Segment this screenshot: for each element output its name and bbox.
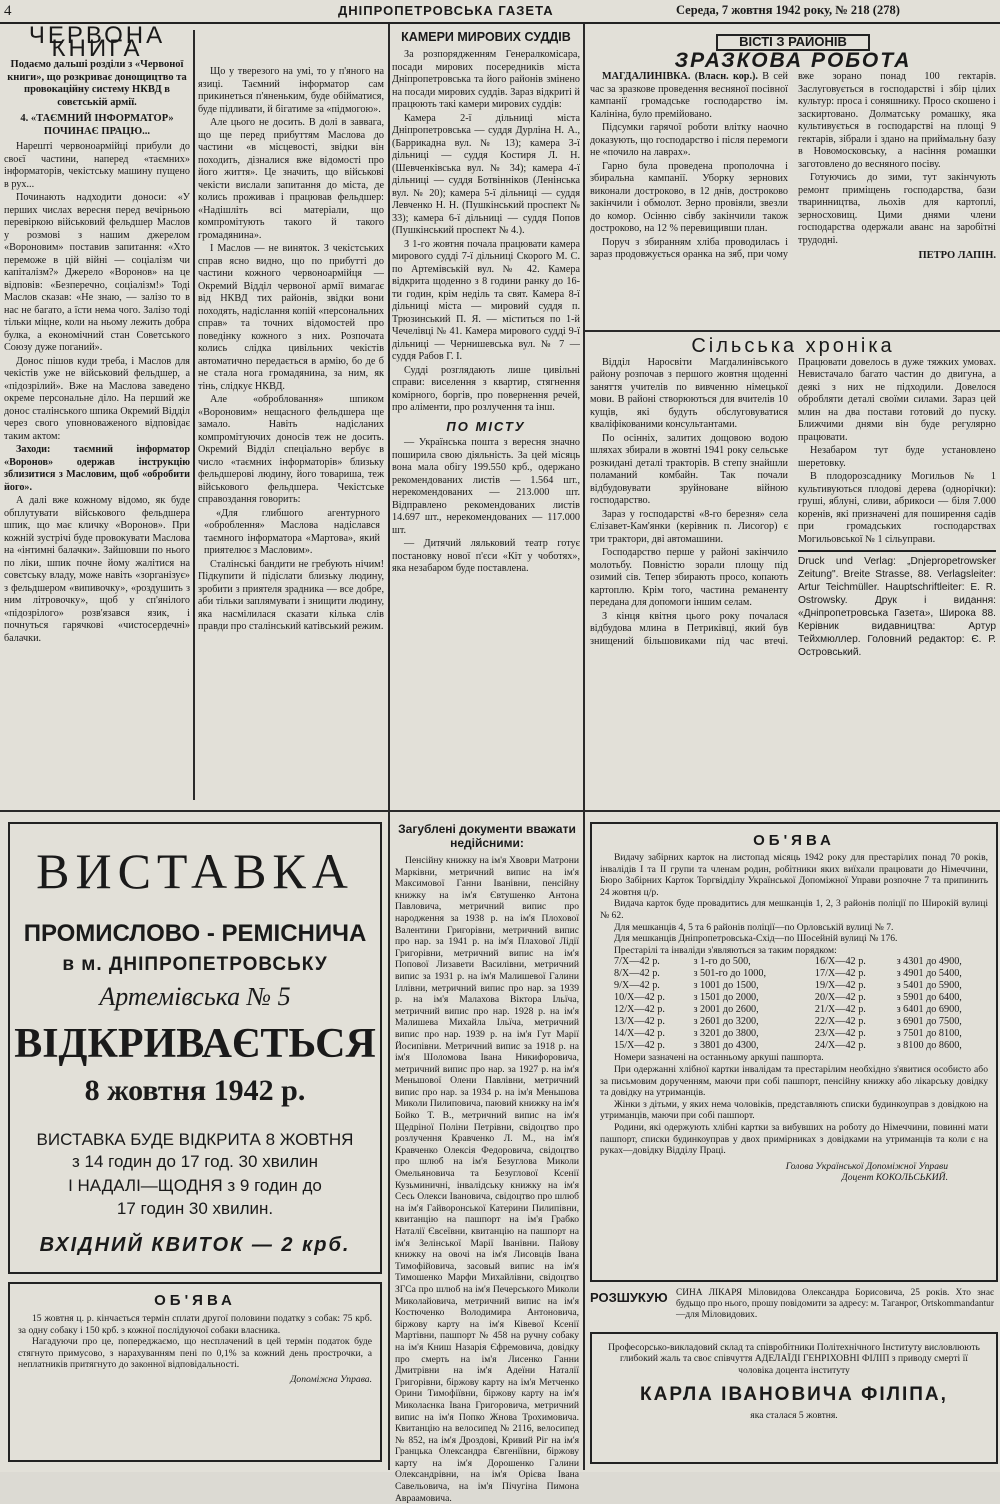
column-rule: [388, 24, 390, 1470]
lost-docs-title: Загублені документи вважати недійсними:: [398, 822, 576, 850]
ad-address: Артемівська № 5: [99, 982, 291, 1011]
paragraph: Гарно була проведена прополочна і збиральна кампанії. Уборку зернових виконали достроково, в 12 днів, достроково закінчили і обмолот. Зерно провіяли, звезли до комор. Осінню сівбу закінчили також достроково, на 12 % перевищивши план.: [590, 160, 788, 234]
obituary-name: КАРЛА ІВАНОВИЧА ФІЛІПА,: [640, 1384, 948, 1406]
paragraph: Що у тверезого на умі, то у п'яного на язиці. Таємний інформатор сам прикинеться п'яненьким, буде обійматися, буде підливати, й бігатиме за «підмогою».: [198, 66, 384, 115]
paragraph: — Українська пошта з вересня значно поширила свою діяльність. За цей місяць вона мала обігу 199.550 крб., одержано рекомендованих листів — 1.564 шт., нерекомендованих — 213.000 шт. Відправлено рекомендованих листів 14.697 шт., нерекомендованих — 117.000 шт.: [392, 437, 580, 536]
paragraph: Поруч з збиранням хліба проводилась і зараз продовжується оранка на зяб, при чому вже зорано понад 100 гектарів. Заслуговується в господарстві і збір цілих культур: проса і соняшнику. Просо скошено і заскиртовано. Долматську ромашку, яка культивується в господарстві на площі 9 гектарів, зібрали і здано на приймальну базу в Новомосковську, а насіння ромашки заготовлено до весняного посіву.: [590, 71, 996, 260]
schedule-cell: з 3801 до 4300,: [693, 1040, 759, 1052]
newspaper-title: ДНІПРОПЕТРОВСЬКА ГАЗЕТА: [338, 3, 554, 18]
schedule-cell: з 8100 до 8600,: [896, 1040, 962, 1052]
schedule-cell: з 5401 до 5900,: [896, 980, 962, 992]
paragraph: І Маслов — не виняток. З чекістських справ ясно видно, що по прибутті до частини кожного червоноармійця — Окремий Відділ червоної армії вимагає від НКВД тих районів, звідки вони походять, надіслання копій «персональних справ» та точних відомостей про поведінку кожного з них. Розпочата колись слідка цивільних чекістів автоматично передається в армію, бо де б не стала нога громадянина, за ним, як тінь, слідкує НКВД.: [198, 243, 384, 392]
dateline: МАГДАЛИНІВКА. (Власн. кор.).: [602, 71, 758, 82]
ad-opening: ВІДКРИВАЄТЬСЯ: [14, 1021, 376, 1067]
schedule-cell: з 6401 до 6900,: [896, 1004, 962, 1016]
courts-and-city: [392, 30, 580, 806]
section-rule: [585, 330, 1000, 332]
schedule-cell: 12/Х—42 р.: [614, 1004, 665, 1016]
city-title: ПО МІСТУ: [446, 418, 526, 434]
notice-signature: Голова Української Допоміжної Управи: [785, 1160, 948, 1172]
schedule-cell: з 2601 до 3200,: [693, 1016, 759, 1028]
paragraph: Престарілі та інваліди з'являються за таким порядком:: [614, 944, 837, 956]
schedule-cell: з 5901 до 6400,: [896, 992, 962, 1004]
schedule-row: [600, 1004, 988, 1016]
notice-title: ОБ'ЯВА: [753, 832, 835, 849]
article-title: ЗРАЗКОВА РОБОТА: [674, 48, 912, 72]
notice-signature: Доцент КОКОЛЬСЬКИЙ.: [841, 1172, 948, 1184]
schedule-cell: 13/Х—42 р.: [614, 1016, 665, 1028]
paragraph: Жінки з дітьми, у яких нема чоловіків, представляють списки будинкоуправ з довідкою на утриманців, маючи при собі пашпорт.: [600, 1098, 988, 1122]
schedule-cell: з 3201 до 3800,: [693, 1028, 759, 1040]
search-text: СИНА ЛІКАРЯ Міловидова Олександра Борисовича, 25 років. Хто знає будьщо про нього, прошу повідомити за адресу: м. Таганрог, Ortskommandantur—для Міловидових.: [676, 1288, 994, 1320]
search-notice: [590, 1286, 996, 1320]
schedule-cell: з 1001 до 1500,: [693, 980, 759, 992]
ad-hours-line: 17 годин 30 хвилин.: [116, 1199, 274, 1218]
paragraph: При одержанні хлібної картки інвалідам та престарілим необхідно з'явитися особисто або за письмовим дорученням, маючи при собі пашпорт, пенсійну книжку або лікарську довідку та довідку на утриманців.: [600, 1063, 988, 1099]
schedule-cell: 10/Х—42 р.: [614, 992, 665, 1004]
paragraph: Зараз у господарстві «8-го березня» села Єлізавет-Кам'янки (керівник п. Лисогор) є три трактори, дві автомашини.: [590, 508, 788, 545]
paragraph: Для мешканців Дніпропетровська-Схід—по Шосейній вулиці № 176.: [614, 933, 898, 945]
paragraph: В плодорозсаднику Могильов № 1 культивуються плодові дерева (однорічки): груші, яблуні, сливи, абрикоси — біля 7.000 коренів, які призначені для поширення садів при громадських господарствах Могильовської № 1 сільуправи.: [798, 471, 996, 545]
schedule-cell: 24/Х—42 р.: [814, 1040, 866, 1052]
imprint: Druck und Verlag: „Dnjepropetrowsker Zeitung". Breite Strasse, 88. Verlagsleiter: Artur Teichmüller. Hauptschriftleiter: E. R. Ostrowsky. Друк і видання: «Дніпропетровська Газета», Широка 88. Керівник видавництва: Артур Тейхмюллер. Головний редактор: Є. Р. Островський.: [798, 556, 996, 658]
red-book-continued: [198, 66, 384, 806]
search-label: РОЗШУКУЮ: [590, 1290, 668, 1305]
obituary-notice: [590, 1332, 998, 1464]
paragraph: Видача карток буде провадитись для мешканців 1, 2, 3 районів поліції по Широкій вулиці № 62.: [600, 898, 988, 921]
paragraph: Але цього не досить. В долі в заввага, що ще перед прибуттям Маслова до частини «в місцевості, звідки він походить, дізналися вже відомості про його життя». Це значить, що військові чекісти вислали запитання до міста, де колись проживав і працював фельдшер: «Надішліть всі матеріали, що компромітують такого й такого громадянина».: [198, 117, 384, 241]
districts-header: ВІСТІ З РАЙОНІВ: [716, 34, 870, 51]
issue-date: Середа, 7 жовтня 1942 року, № 218 (278): [676, 3, 900, 17]
ad-subtitle: ПРОМИСЛОВО - РЕМІСНИЧА: [23, 920, 367, 947]
schedule-cell: з 2001 до 2600,: [693, 1004, 759, 1016]
paragraph: В сей час за зразкове проведення весняної посівної кампанії громадське господарство ім. Калініна, було премійовано.: [590, 71, 788, 120]
paragraph: Господарство перше у районі закінчило молотьбу. Повністю зорали площу під озимий сів. Тепер збирають просо, копають картоплю. Крім того, частина реманенту передана для допомоги іншим селам.: [590, 547, 788, 608]
schedule-cell: 8/Х—42 р.: [614, 968, 660, 980]
lost-documents: [395, 822, 579, 1504]
exhibition-ad: [8, 822, 382, 1274]
paragraph: По осінніх, залитих дощовою водою шляхах збирали в жовтні 1941 року сельське розкидані деталі тракторів. В степу знайшли поламаний комбайн. Так почали відбудовувати зруйноване війною господарство.: [590, 432, 788, 506]
notice-title: ОБ'ЯВА: [154, 1292, 236, 1309]
paragraph: З 1-го жовтня почала працювати камера мирового судді 7-ї дільниці Скорого М. С. по Артемівській вул. № 42. Камера відкрита щоденно з 8 години ранку до 16-ти годин, крім неділь та свят. Камера 8-ї дільниці міста — мировий суддя п. Трюзинський П. Я. — міститься по 1-й Чечелівці № 41. Камера мирового судді 9-ї дільниці — Чернишевська вул. № 7 — суддя Рабов Г. І.: [392, 238, 580, 362]
ad-city: в м. ДНІПРОПЕТРОВСЬКУ: [62, 954, 328, 975]
schedule-cell: 17/Х—42 р.: [814, 968, 866, 980]
paragraph: Судді розглядають лише цивільні справи: виселення з квартир, стягнення комірного, боргів, про повернення речей, про аліменти, про розлучення та інш.: [392, 364, 580, 413]
obituary-text: Професорсько-викладовий склад та співробітники Політехнічного Інституту висловлюють глибокий жаль та своє співчуття АДЕЛАЇДІ ГЕНРІХОВНІ ФІЛІП з приводу смерті її чоловіка доцента інституту: [608, 1342, 980, 1376]
ad-hours-line: з 14 годин до 17 год. 30 хвилин: [71, 1152, 319, 1171]
paragraph: Для мешканців 4, 5 та 6 районів поліції—по Орловській вулиці № 7.: [614, 921, 894, 933]
schedule-row: [600, 992, 988, 1004]
paragraph: Підсумки гарячої роботи влітку наочно доказують, що господарство і після перемоги не «почило на лаврах».: [590, 122, 788, 158]
schedule-cell: з 4301 до 4900,: [896, 956, 962, 968]
schedule-cell: з 6901 до 7500,: [896, 1016, 962, 1028]
ad-ticket: ВХІДНИЙ КВИТОК — 2 крб.: [39, 1234, 351, 1256]
ad-hours-line: І НАДАЛІ—ЩОДНЯ з 9 годин до: [68, 1176, 322, 1195]
red-book-article: [4, 22, 190, 806]
chronicle-section: [590, 335, 996, 806]
schedule-row: [600, 968, 988, 980]
paragraph: — Дитячий ляльковий театр готує постановку нової п'єси «Кіт у чоботях», яка незабаром буде поставлена.: [392, 538, 580, 574]
paragraph: Починають надходити доноси: «У перших числах вересня перед вечірньою перевіркою військовий фельдшер Маслов у розмові з нашим джерелом «Вороновим» поставив запитання: «Хто переможе в цій війні — соціалізм чи капіталізм?» Джерело «Воронов» на це відповів: «Безперечно, соціалізм!» Тоді Маслов сказав: «Не знаю, — залізо то в нас не багато, а їсти нема чого. Залізо тоді тільки міцне, коли на ньому лежить добра булка, а економічний стан Советського Союзу дуже поганий».: [4, 192, 190, 353]
lost-docs-list: Пенсійну книжку на ім'я Хвоври Матрони Марківни, метричний випис на ім'я Максимової Ганни Іванівни, пенсійну книжку на ім'я Євтушенко Антона Павловича, метричний випис про народження за 1938 р. на ім'я Плохової Валентини Григорівни, метричний випис про нар. за 1941 р. на ім'я Плахової Лідії Григорівни, метричний випис на ім'я Попової Лизавети Василівни, метричний випис за 1931 р. на ім'я Малишевої Галини Іллівни, метричний випис про нар. за 1939 р. на ім'я Малахова Віктора Ільїча, метричний випис про нар. 1928 р. на ім'я Малишева Михайла Ільїча, метричний випис про нар. 1939 р. на ім'я Гут Марії Йосипівни. Метричний випис за 1918 р. на ім'я Шоломова Івана Никифоровича, метричний випис про нар. за 1927 р. на ім'я Меньшової Олени Павлівни, метричний випис про нар. за 1934 р. на ім'я Меньшова Миколи Пилиповича, паювий книжку на ім'я Бойко Т. В., метричний випис на ім'я Щедріної Поліни Петрівни, свідоцтво про розлучення Кравченко Л. М., на ім'я Кравченко Олексія Федоровича, свідоцтво про шлюб на ім'я Безуглова Миколи Омельяновича та Безуглової Ксенії Кузьминичні, інвалідську книжку на ім'я Сесь Олекси Івановича, свідоцтво про шлюб на ім'я Гайворонської Катерини Пилипівни, квитанцію на пашпорт на ім'я Грабко Наталії Євсеївни, квитанцію на пашпорт на ім'я Зелінської Марії Іванівни. Пайову книжку на овочі на ім'я Лисовців Івана Тимофійовича, засовый випис на ім'я Тимошенко Марфи Михайлівни, свідоцтво ЗГСа про шлюб на ім'я Печерського Миколи Миколайовича, метричний випис на ім'я Костюченко Володимира Антоновича, біржову карту на ім'я Ківевої Ксенії Мартівни, пашпорт № 458 на ручну собаку на ім'я Книш Назарія Єфремовича, довідку про смерть на ім'я Лисенко Ганни Дмитрівни на ім'я Адеїни Наталії Григорівни, біржову карту на ім'я Метченко Орини Тимофіївни, біржову карту на ім'я Миколаєнка Івана Григоровича, метричний випис на ім'я Попко Жнова Трохимовича. Квитанцію на велосипед № 2116, велосипед № 852, на ім'я Дроздові, Кривий Ріг на ім'я Гранцька Олександра Євгеніївни, біржову карту на ім'я Дорошенко Галини Олександрівни, на ім'я Орієва Івана Савельовича, на ім'я Пічугіна Пимона Авраамовича.: [395, 855, 579, 1504]
schedule-cell: з 7501 до 8100,: [896, 1028, 962, 1040]
paragraph: Готуючись до зими, тут закінчують ремонт приміщень господарства, бази тваринництва, льохів для картоплі, зерносховищ. Цими днями члени господарства одержали аванс на заробітні трудодні.: [798, 172, 996, 246]
section-rule: [0, 810, 1000, 812]
paragraph: Родини, які одержують хлібні картки за вибувших на роботу до Німеччини, повинні мати пашпорт, списки будинкоуправ у двох примірниках з довідками на утриманців та коли є на руках—довідку Відділу Праці.: [600, 1121, 988, 1157]
paragraph: Сталінські бандити не гребують нічим! Підкупити й підіслати близьку людину, зробити з приятеля зрадника — все добре, аби тільки заплямувати і знищити людину, яка насмілилася сказати кілька слів правди про сталінський катівський режим.: [198, 558, 384, 632]
schedule-row: [600, 1016, 988, 1028]
schedule-cell: 14/Х—42 р.: [614, 1028, 665, 1040]
schedule-cell: 15/Х—42 р.: [614, 1040, 665, 1052]
schedule-table: [600, 956, 988, 1052]
paragraph: Камера 2-ї дільниці міста Дніпропетровська — суддя Дурліна Н. А., (Баррикадна вул. № 13); камера 3-ї дільниці — суддя Костиря Л. Н. (Шевченківська вул. № 34); камера 4-ї дільниці — суддя Ботвінніков (Ленінська вул. № 20); камера 5-ї дільниці — суддя Левченко Н. Н. (Пушкінський проспект № 33); камера 6-ї дільниці — суддя Попов (Пушкінський проспект № 4.).: [392, 112, 580, 236]
schedule-row: [600, 956, 988, 968]
schedule-row: [600, 1040, 988, 1052]
ad-title: ВИСТАВКА: [36, 843, 354, 899]
chronicle-title: Сільська хроніка: [691, 335, 895, 357]
ad-date: 8 жовтня 1942 р.: [84, 1074, 306, 1107]
paragraph: Номери зазначені на останньому аркуші пашпорта.: [614, 1052, 824, 1064]
byline: ПЕТРО ЛАПІН.: [918, 250, 996, 261]
paragraph: Заходи: таємний інформатор «Воронов» одержав інструкцію зблизитися з Масловим, щоб «обробити його».: [4, 444, 190, 493]
schedule-cell: 22/Х—42 р.: [814, 1016, 866, 1028]
schedule-cell: 21/Х—42 р.: [814, 1004, 866, 1016]
schedule-cell: з 4901 до 5400,: [896, 968, 962, 980]
schedule-cell: 23/Х—42 р.: [814, 1028, 866, 1040]
notice-signature: Допоміжна Управа.: [290, 1373, 372, 1385]
paragraph: А далі вже кожному відомо, як буде обплутувати військового фельдшера шпик, що має кличку «Воронов». При кожній зустрічі буде провокувати Маслова на «інтимні балачки». Зайшовши по нього по ліки, шпик почне йому жалітися на совєтську владу, може навіть «зорганізує» з фельдшером «випивочку», «роздушить з ним літровочку», щоб у сп'янілого «підозрілого» розв'язався язик, і почнуться гарячкові «чистосердечні» балачки.: [4, 495, 190, 644]
paragraph: Відділ Наросвіти Магдалинівського району розпочав з першого жовтня щоденні заняття учителів по вивченню німецької мови. В районі створюються для вчителів 10 кущів, які будуть обслуговуватися кваліфікованими консультантами.: [590, 356, 788, 430]
section-heading: 4. «ТАЄМНИЙ ІНФОРМАТОР» ПОЧИНАЄ ПРАЦЮ...: [20, 113, 174, 137]
ad-hours-line: ВИСТАВКА БУДЕ ВІДКРИТА 8 ЖОВТНЯ: [36, 1130, 354, 1149]
schedule-cell: 19/Х—42 р.: [814, 980, 866, 992]
article-lead: Подаємо дальші розділи з «Червоної книги», що розкриває донощицтво та провокаційну систему НКВД в совєтській армії.: [7, 59, 187, 108]
dog-tax-notice: [8, 1282, 382, 1462]
schedule-cell: з 1501 до 2000,: [693, 992, 759, 1004]
paragraph: 15 жовтня ц. р. кінчається термін сплати другої половини податку з собак: 75 крб. за одну собаку і 150 крб. з кожної послідуючої собаки власника.: [18, 1313, 372, 1336]
paragraph: Нарешті червоноармійці прибули до своєї частини, наперед «таємних» інформаторів, чекістську машину пущено в рух...: [4, 141, 190, 190]
schedule-cell: 7/Х—42 р.: [614, 956, 660, 968]
schedule-row: [600, 1028, 988, 1040]
masthead: [0, 0, 1000, 24]
quote: «Для глибшого агентурного «оброблення» Маслова надіслався таємного інформатора «Мартова», який приятелює з Масловим».: [204, 507, 380, 556]
paragraph: Видачу забірних карток на листопад місяць 1942 року для престарілих понад 70 років, інвалідів І та ІІ групи та членам родин, робітники яких виїхали працювати до Німеччини, Бюро Забірних Карток Торгвідділу Української Допоміжної Управи розпочне 7 та припинить 24 жовтня ц/р.: [600, 852, 988, 898]
schedule-cell: 20/Х—42 р.: [814, 992, 866, 1004]
schedule-cell: 9/Х—42 р.: [614, 980, 660, 992]
schedule-cell: з 501-го до 1000,: [693, 968, 766, 980]
districts-section: [590, 34, 996, 328]
paragraph: Незабаром тут буде установлено шеретовку.: [798, 445, 996, 469]
schedule-row: [600, 980, 988, 992]
paragraph: Але «обробловання» шпиком «Вороновим» нещасного фельдшера ще замало. Навіть надісланих компромітуючих доносів теж не досить. Окремий Відділ спеціально вербує в число «таємних інформаторів» близьку фельдшерові людину, його товариша, теж військового фельдшера. Чекістське справоздання говорить:: [198, 394, 384, 505]
paragraph: З кінця квітня цього року почалася відбудова млина в Петриківці, який був знищений більшовиками під час втечі. Працювати довелось в дуже тяжких умовах. Невистачало багато частин до двигуна, а деякі з них не підходили. Довелося обробляти деталі своїми силами. Зараз цей млин на два постави готовий до пуску. Ближчими днями він буде регулярно працювати.: [590, 356, 996, 647]
schedule-cell: 16/Х—42 р.: [814, 956, 866, 968]
courts-title: КАМЕРИ МИРОВИХ СУДДІВ: [401, 30, 571, 44]
ration-cards-notice: [590, 822, 998, 1282]
paragraph: За розпорядженням Генералкомісара, посади мирових посередників міста Дніпропетровська та його районів змінено на посади мирових суддів. Зараз відкриті й працюють такі камери мирових суддів:: [392, 49, 580, 110]
paragraph: Нагадуючи про це, попереджаємо, що несплачений в цей термін податок буде стягнуто примусово, з нарахуванням пені по 0,1% за кожний день прострочки, а неплатників притягнуто до законної відповідальності.: [18, 1336, 372, 1371]
schedule-cell: з 1-го до 500,: [693, 956, 751, 968]
column-rule: [193, 30, 195, 800]
page-number: 4: [4, 3, 12, 19]
paragraph: Донос пішов куди треба, і Маслов для чекістів уже не військовий фельдшер, а «підозрілий». Вже на Маслова заведено окреме персональне діло. На перший же донос сталінського шпика Окремий Відділ через свого уповноваженого відповідає таким актом:: [4, 355, 190, 442]
obituary-tail: яка сталася 5 жовтня.: [750, 1410, 838, 1422]
column-rule: [583, 24, 585, 1470]
article-title: ЧЕРВОНА КНИГА: [28, 22, 166, 62]
